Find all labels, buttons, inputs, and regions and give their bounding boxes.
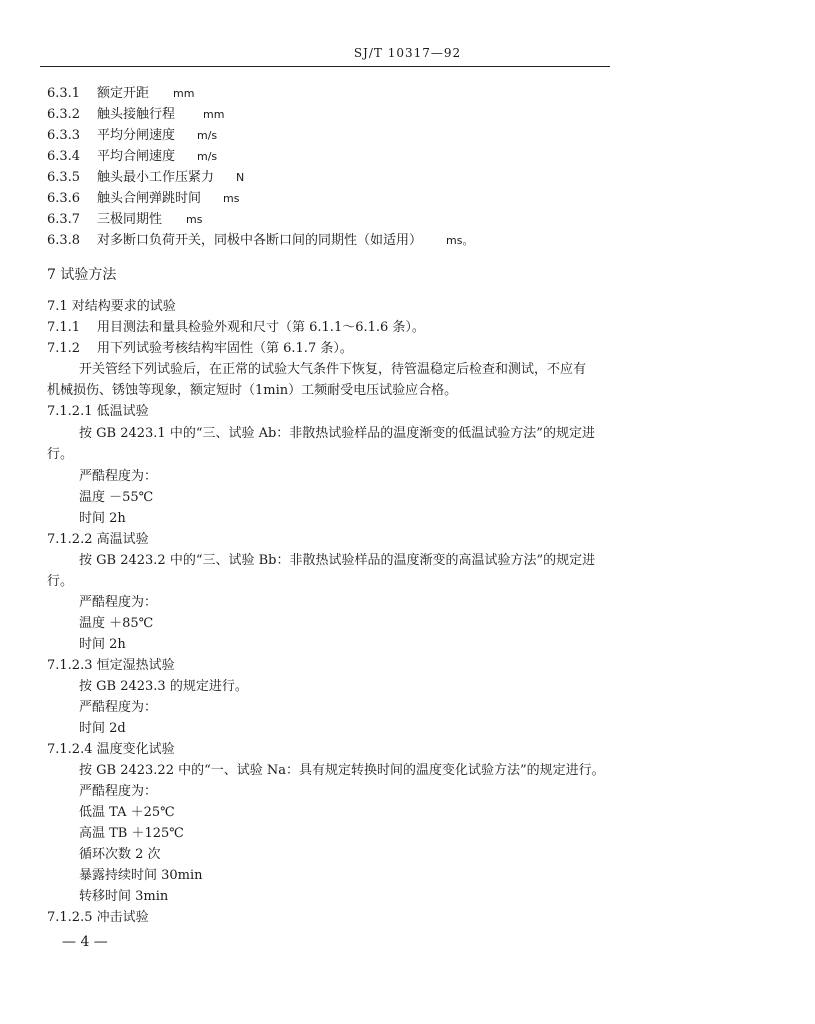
header-rule: [40, 66, 610, 67]
paragraph-line-1: 开关管经下列试验后，在正常的试验大气条件下恢复，待管温稳定后检查和测试，不应有: [79, 362, 587, 377]
clause-7-1-2-2-time: 时间 2h: [79, 637, 126, 652]
clause-7-1-2-4-high: 高温 TB ＋125℃: [79, 826, 184, 841]
clause-7-1-2-2-line2: 行。: [47, 574, 74, 589]
item-6-3-8: 6.3.8 对多断口负荷开关，同极中各断口间的同期性（如适用） ms。: [47, 233, 474, 248]
item-6-3-5: 6.3.5 触头最小工作压紧力 N: [47, 170, 245, 185]
clause-7-1-2-4-cycles: 循环次数 2 次: [79, 847, 161, 862]
clause-7-1-2-3-time: 时间 2d: [79, 721, 126, 736]
clause-7-1: 7.1 对结构要求的试验: [47, 299, 176, 314]
clause-7-1-2: 7.1.2 用下列试验考核结构牢固性（第 6.1.7 条）。: [47, 341, 353, 356]
clause-7-1-2-1-temp: 温度 －55℃: [79, 490, 154, 505]
clause-7-1-2-2-title: 7.1.2.2 高温试验: [47, 532, 149, 547]
clause-7-1-2-4-line1: 按 GB 2423.22 中的“一、试验 Na：具有规定转换时间的温度变化试验方法”的规定进行。: [79, 763, 605, 778]
clause-7-1-2-1-title: 7.1.2.1 低温试验: [47, 404, 149, 419]
clause-7-1-1: 7.1.1 用目测法和量具检验外观和尺寸（第 6.1.1～6.1.6 条）。: [47, 320, 425, 335]
clause-7-1-2-2-line1: 按 GB 2423.2 中的“三、试验 Bb：非散热试验样品的温度渐变的高温试验方法”的规定进: [79, 553, 596, 568]
item-6-3-1: 6.3.1 额定开距 mm: [47, 86, 195, 101]
clause-7-1-2-1-time: 时间 2h: [79, 511, 126, 526]
clause-7-1-2-5-title: 7.1.2.5 冲击试验: [47, 910, 149, 925]
paragraph-line-2: 机械损伤、锈蚀等现象，额定短时（1min）工频耐受电压试验应合格。: [47, 383, 458, 398]
item-6-3-6: 6.3.6 触头合闸弹跳时间 ms: [47, 191, 240, 206]
clause-7-1-2-2-severity: 严酷程度为：: [79, 595, 158, 610]
clause-7-1-2-1-line1: 按 GB 2423.1 中的“三、试验 Ab：非散热试验样品的温度渐变的低温试验方法”的规定进: [79, 426, 595, 441]
clause-7-1-2-4-severity: 严酷程度为：: [79, 784, 158, 799]
document-header: SJ/T 10317—92: [353, 46, 462, 60]
clause-7-1-2-3-line1: 按 GB 2423.3 的规定进行。: [79, 679, 248, 694]
clause-7-1-2-2-temp: 温度 ＋85℃: [79, 616, 154, 631]
clause-7-1-2-1-severity: 严酷程度为：: [79, 469, 158, 484]
clause-7-1-2-4-low: 低温 TA ＋25℃: [79, 805, 175, 820]
clause-7-1-2-3-title: 7.1.2.3 恒定湿热试验: [47, 658, 175, 673]
clause-7-1-2-4-transfer: 转移时间 3min: [79, 889, 169, 904]
clause-7-1-2-4-exposure: 暴露持续时间 30min: [79, 868, 203, 883]
item-6-3-4: 6.3.4 平均合闸速度 m/s: [47, 149, 218, 164]
clause-7-1-2-3-severity: 严酷程度为：: [79, 700, 158, 715]
section-7-heading: 7 试验方法: [47, 267, 117, 283]
clause-7-1-2-1-line2: 行。: [47, 447, 74, 462]
item-6-3-7: 6.3.7 三极同期性 ms: [47, 212, 203, 227]
item-6-3-2: 6.3.2 触头接触行程 mm: [47, 107, 225, 122]
item-6-3-3: 6.3.3 平均分闸速度 m/s: [47, 128, 218, 143]
clause-7-1-2-4-title: 7.1.2.4 温度变化试验: [47, 742, 175, 757]
page-number: — 4 —: [62, 934, 108, 950]
